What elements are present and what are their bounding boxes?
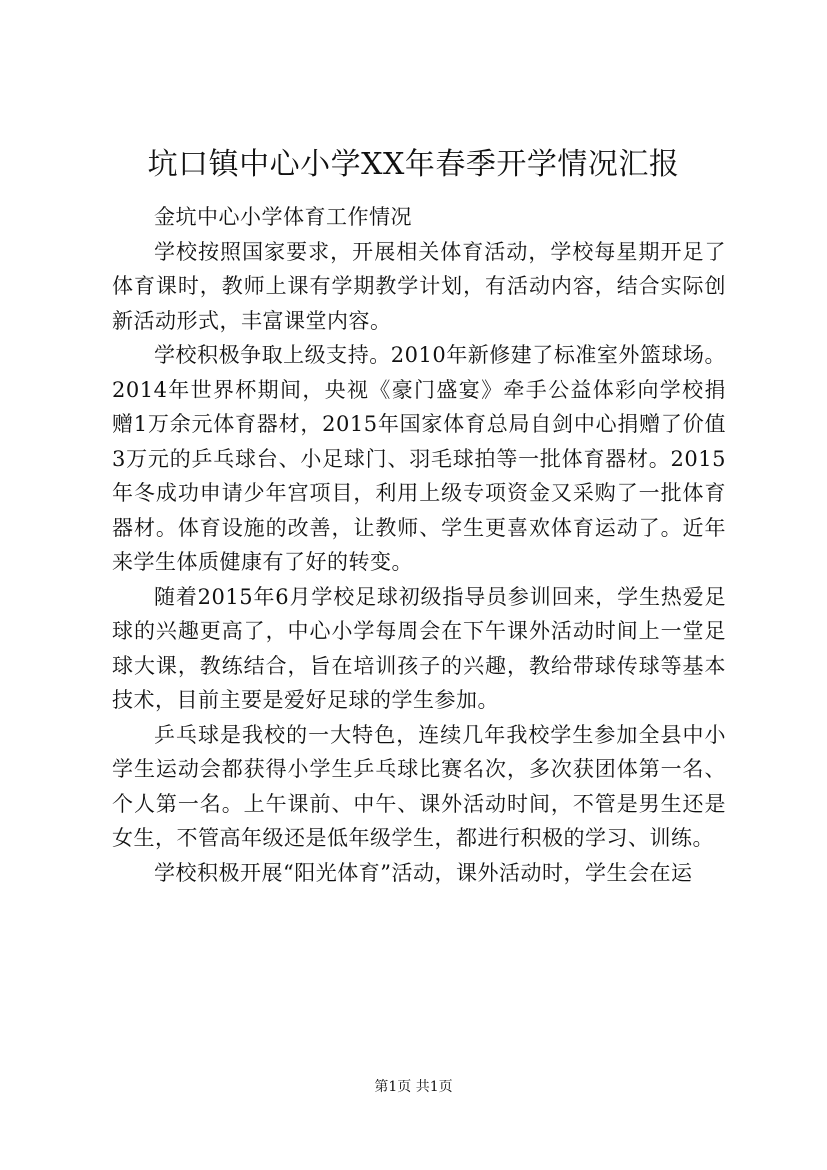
paragraph: 学校按照国家要求，开展相关体育活动，学校每星期开足了体育课时，教师上课有学期教学计划，有活动内容，结合实际创新活动形式，丰富课堂内容。 <box>112 239 726 333</box>
page-footer: 第1页 共1页 <box>374 1079 453 1095</box>
document-body <box>112 200 726 890</box>
paragraph: 乒乓球是我校的一大特色，连续几年我校学生参加全县中小学生运动会都获得小学生乒乓球比赛名次，多次获团体第一名、个人第一名。上午课前、中午、课外活动时间，不管是男生还是女生，不管高年级还是低年级学生，都进行积极的学习、训练。 <box>112 722 726 850</box>
subtitle: 金坑中心小学体育工作情况 <box>154 205 412 229</box>
paragraph: 随着2015年6月学校足球初级指导员参训回来，学生热爱足球的兴趣更高了，中心小学每周会在下午课外活动时间上一堂足球大课，教练结合，旨在培训孩子的兴趣，教给带球传球等基本技术，目前主要是爱好足球的学生参加。 <box>112 584 726 712</box>
paragraph: 学校积极开展“阳光体育”活动，课外活动时，学生会在运 <box>154 860 693 885</box>
document-title: 坑口镇中心小学XX年春季开学情况汇报 <box>147 147 680 182</box>
paragraph: 学校积极争取上级支持。2010年新修建了标准室外篮球场。2014年世界杯期间，央视《豪门盛宴》牵手公益体彩向学校捐赠1万余元体育器材，2015年国家体育总局自剑中心捐赠了价值3万元的乒乓球台、小足球门、羽毛球拍等一批体育器材。2015年冬成功申请少年宫项目，利用上级专项资金又采购了一批体育器材。体育设施的改善，让教师、学生更喜欢体育运动了。近年来学生体质健康有了好的转变。 <box>112 343 726 574</box>
